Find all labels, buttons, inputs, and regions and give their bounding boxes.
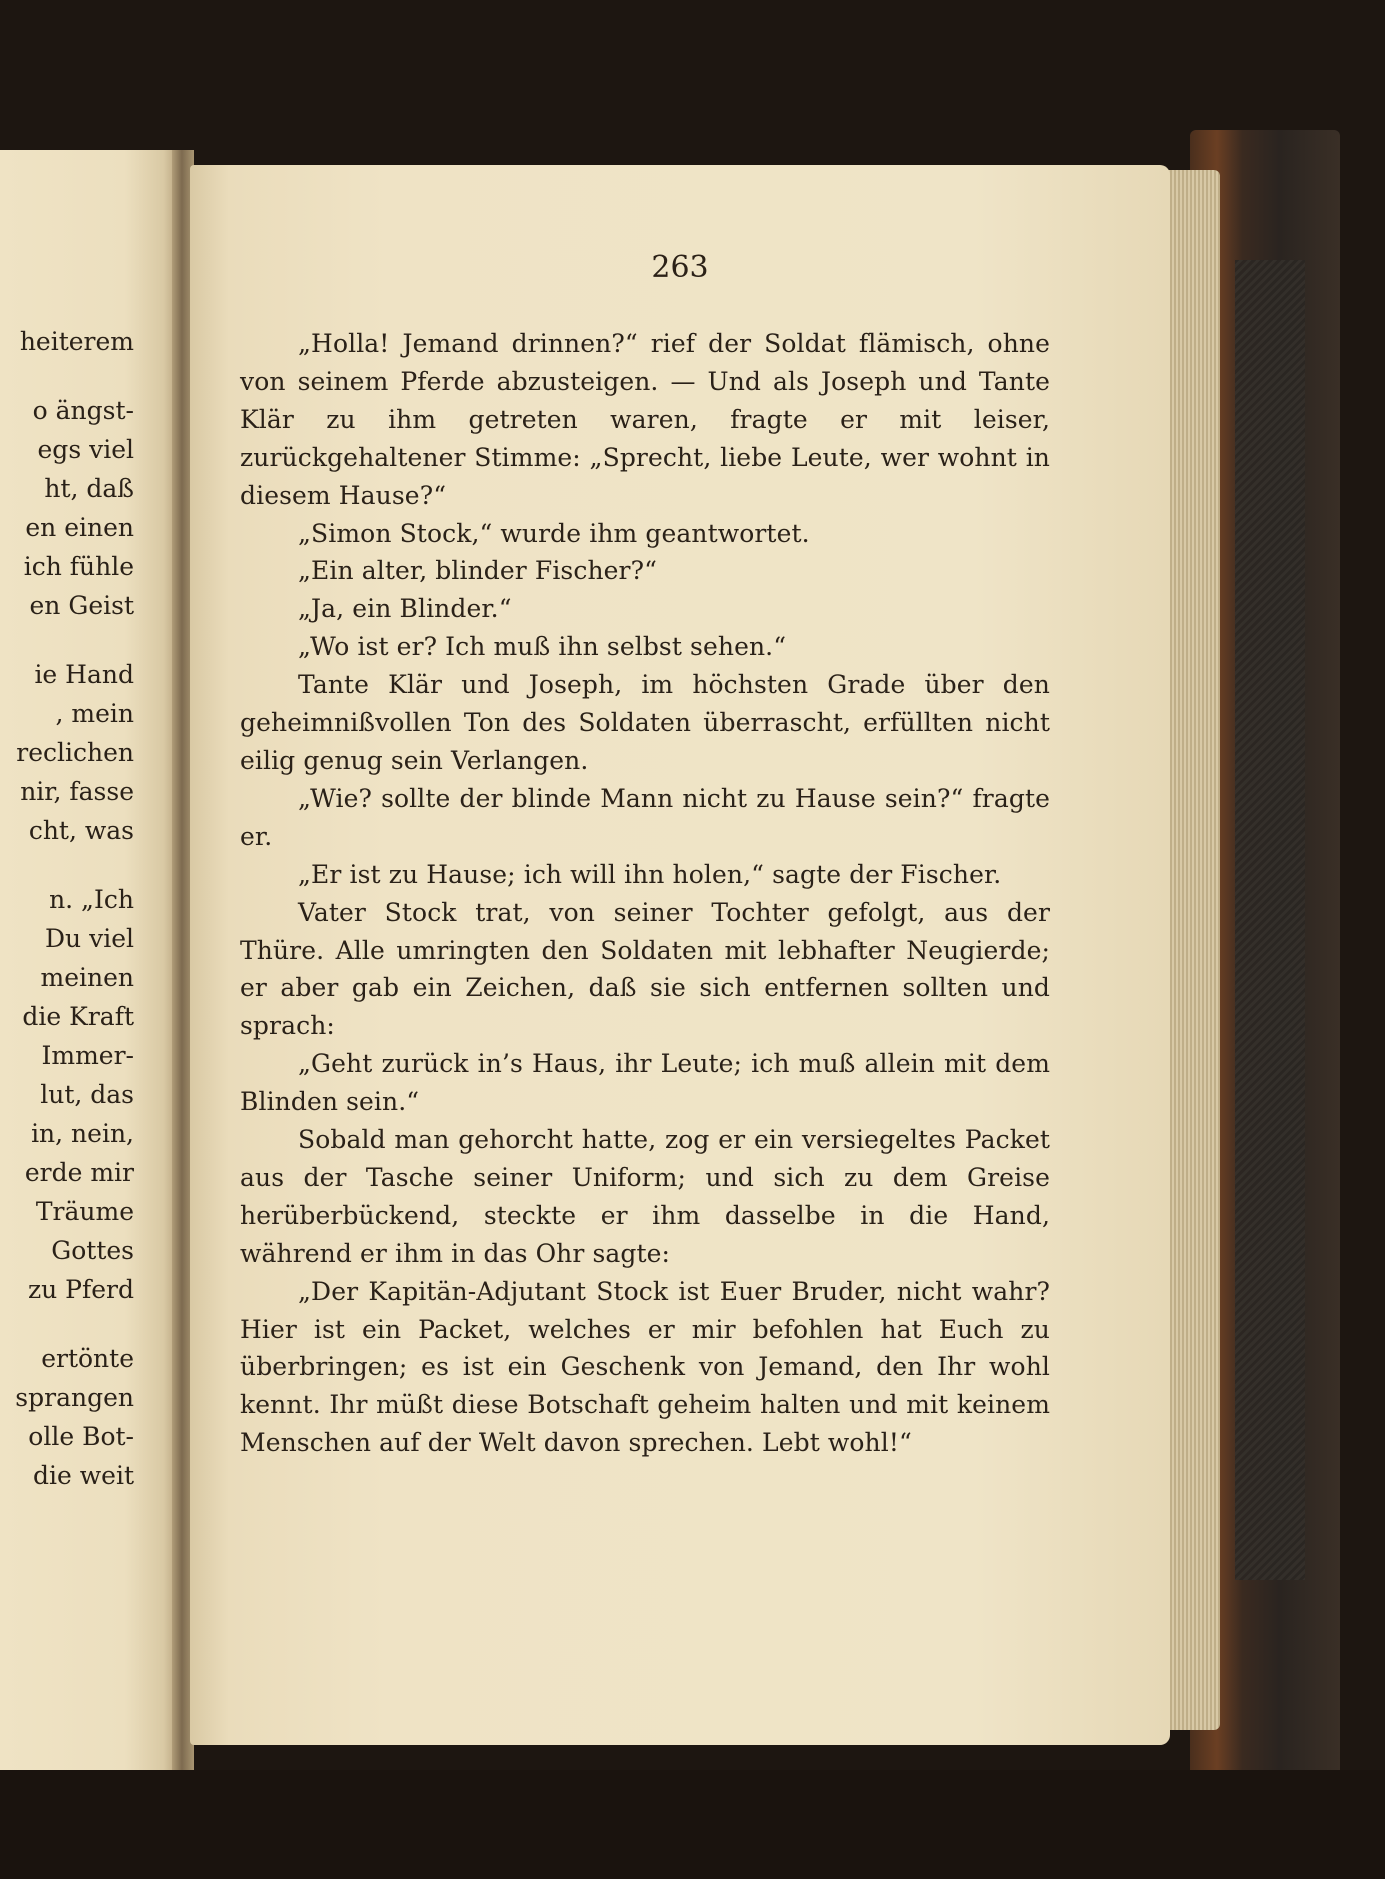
left-line-fragment: o ängst- (32, 396, 134, 425)
left-line-fragment: nir, fasse (20, 777, 134, 806)
paragraph: „Ja, ein Blinder.“ (298, 594, 512, 624)
left-line-fragment: n. „Ich (49, 885, 134, 914)
left-line-fragment: lut, das (40, 1080, 134, 1109)
left-line-fragment: , mein (55, 699, 134, 728)
paragraph: „Ein alter, blinder Fischer?“ (298, 556, 657, 586)
left-line-fragment: die weit (33, 1461, 134, 1490)
left-line-fragment (0, 850, 134, 880)
paragraph: „Wie? sollte der blinde Mann nicht zu Hause sein?“ fragte er. (240, 783, 1050, 851)
left-line-fragment: ich fühle (23, 552, 134, 581)
left-line-fragment: heiterem (19, 327, 134, 356)
left-line-fragment: in, nein, (31, 1119, 134, 1148)
left-line-fragment: ertönte (41, 1344, 134, 1373)
left-line-fragment: reclichen (16, 738, 134, 767)
paragraph: „Er ist zu Hause; ich will ihn holen,“ sagte der Fischer. (298, 859, 1002, 889)
left-line-fragment: Gottes (51, 1236, 134, 1265)
left-line-fragment: Du viel (44, 924, 134, 953)
left-line-fragment: en einen (25, 513, 134, 542)
left-line-fragment: egs viel (37, 435, 134, 464)
left-line-fragment: Immer- (41, 1041, 134, 1070)
left-line-fragment: ht, daß (44, 474, 134, 503)
left-line-fragment (0, 361, 134, 391)
paragraph: „Wo ist er? Ich muß ihn selbst sehen.“ (298, 632, 787, 662)
paragraph: „Der Kapitän-Adjutant Stock ist Euer Bruder, nicht wahr? Hier ist ein Packet, welches er mir befohlen hat Euch zu überbringen; es ist ein Geschenk von Jemand, den Ihr wohl kennt. Ihr müßt diese Botschaft geheim halten und mit keinem Menschen auf der Welt davon sprechen. Lebt wohl!“ (240, 1276, 1050, 1458)
left-line-fragment: olle Bot- (28, 1422, 134, 1451)
left-line-fragment: meinen (40, 963, 134, 992)
left-line-fragment: die Kraft (22, 1002, 134, 1031)
background-bottom (0, 1770, 1385, 1879)
paragraph: „Simon Stock,“ wurde ihm geantwortet. (298, 518, 810, 548)
left-line-fragment: ie Hand (34, 660, 134, 689)
paragraph: Tante Klär und Joseph, im höchsten Grade über den geheimnißvollen Ton des Soldaten überrascht, erfüllten nicht eilig genug sein Verlangen. (240, 670, 1050, 775)
left-line-fragment (0, 625, 134, 655)
paragraph: Vater Stock trat, von seiner Tochter gefolgt, aus der Thüre. Alle umringten den Soldaten mit lebhafter Neugierde; er aber gab ein Zeichen, daß sie sich entfernen sollten und sprach: (240, 897, 1050, 1041)
paragraph: „Geht zurück in’s Haus, ihr Leute; ich muß allein mit dem Blinden sein.“ (240, 1049, 1050, 1117)
left-line-fragment (0, 1309, 134, 1339)
left-line-fragment: erde mir (24, 1158, 134, 1187)
left-line-fragment: zu Pferd (27, 1275, 134, 1304)
book-cover-cloth (1235, 260, 1305, 1580)
page-number: 263 (651, 250, 709, 285)
left-line-fragment: sprangen (15, 1383, 134, 1412)
paragraph: Sobald man gehorcht hatte, zog er ein versiegeltes Packet aus der Tasche seiner Uniform; und sich zu dem Greise herüberbückend, steckte er ihm dasselbe in die Hand, während er ihm in das Ohr sagte: (240, 1125, 1050, 1268)
left-line-fragment: Träume (35, 1197, 134, 1226)
left-line-fragment: cht, was (28, 816, 134, 845)
paragraph: „Holla! Jemand drinnen?“ rief der Soldat flämisch, ohne von seinem Pferde abzusteigen. — Und als Joseph und Tante Klär zu ihm getreten waren, fragte er mit leiser, zurückgehaltener Stimme: „Sprecht, liebe Leute, wer wohnt in diesem Hause?“ (240, 329, 1050, 510)
left-line-fragment: en Geist (29, 591, 134, 620)
right-page-text (240, 325, 1050, 1462)
left-page-text-fragments (0, 322, 134, 1495)
